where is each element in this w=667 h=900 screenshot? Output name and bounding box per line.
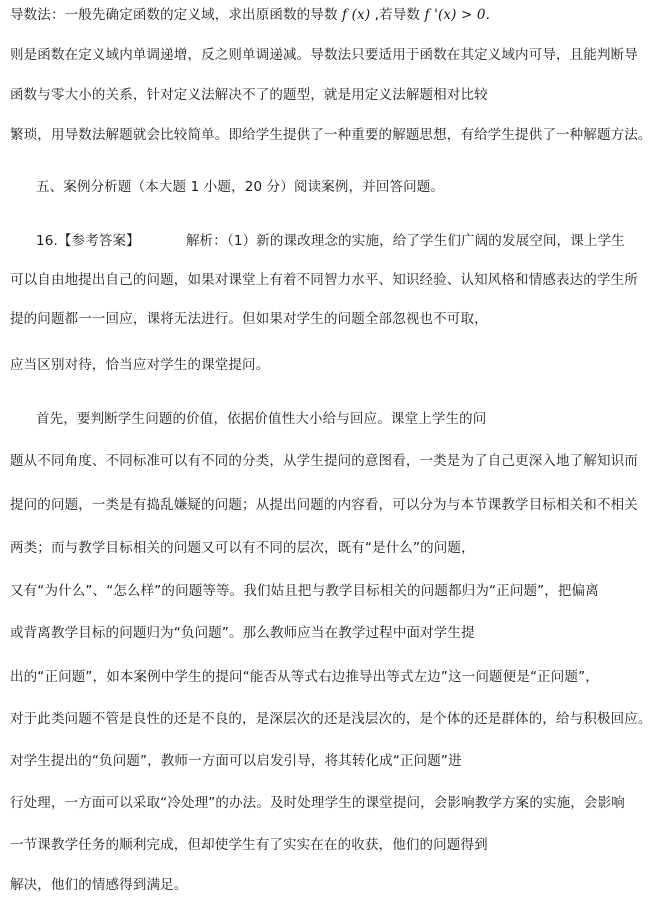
line-1-pre: 导数法：一般先确定函数的定义域，求出原函数的导数 — [10, 7, 343, 23]
answer-line — [36, 232, 625, 250]
answer-label: 16.【参考答案】 — [36, 233, 140, 249]
text-line-3: 函数与零大小的关系，针对定义法解决不了的题型，就是用定义法解题相对比较 — [10, 87, 488, 103]
math-fx: f (x) — [342, 7, 371, 23]
text-line-7: 可以自由地提出自己的问题，如果对课堂上有着不同智力水平、知识经验、认知风格和情感表达的学生所 — [10, 272, 638, 288]
line-1-mid: ,若导数 — [370, 7, 425, 23]
text-line-17: 对于此类问题不管是良性的还是不良的，是深层次的还是浅层次的，是个体的还是群体的，给与积极回应。 — [10, 711, 652, 727]
text-line-21: 解决，他们的情感得到满足。 — [10, 877, 188, 893]
text-line-18: 对学生提出的“负问题”，教师一方面可以启发引导，将其转化成“正问题”进 — [10, 753, 462, 769]
text-line-9: 应当区别对待，恰当应对学生的课堂提问。 — [10, 357, 270, 373]
text-line-11: 题从不同角度、不同标准可以有不同的分类，从学生提问的意图看，一类是为了自己更深入地了解知识而 — [10, 453, 638, 469]
answer-text: 解析：（1）新的课改理念的实施，给了学生们广阔的发展空间，课上学生 — [186, 233, 625, 249]
text-line-4: 繁琐，用导数法解题就会比较简单。即给学生提供了一种重要的解题思想，有给学生提供了一种解题方法。 — [10, 127, 652, 143]
paragraph-start: 首先，要判断学生问题的价值，依据价值性大小给与回应。课堂上学生的问 — [36, 411, 487, 427]
text-line-1 — [10, 6, 490, 24]
text-line-8: 提的问题都一一回应，课将无法进行。但如果对学生的问题全部忽视也不可取， — [10, 311, 488, 327]
text-line-14: 又有“为什么”、“怎么样”的问题等等。我们姑且把与教学目标相关的问题都归为“正问题”，把偏离 — [10, 583, 599, 599]
text-line-12: 提问的问题，一类是有捣乱嫌疑的问题；从提出问题的内容看，可以分为与本节课教学目标相关和不相关 — [10, 497, 638, 513]
math-fprime-gt-zero: f '(x) > 0. — [424, 7, 491, 23]
text-line-2: 则是函数在定义域内单调递增，反之则单调递减。导数法只要适用于函数在其定义域内可导，且能判断导 — [10, 47, 638, 63]
section-heading: 五、案例分析题（本大题 1 小题，20 分）阅读案例，并回答问题。 — [36, 179, 445, 195]
text-line-16: 出的“正问题”，如本案例中学生的提问“能否从等式右边推导出等式左边”这一问题便是“正问题”， — [10, 669, 599, 685]
text-line-20: 一节课教学任务的顺利完成，但却使学生有了实实在在的收获，他们的问题得到 — [10, 837, 488, 853]
text-line-19: 行处理，一方面可以采取“冷处理”的办法。及时处理学生的课堂提问，会影响教学方案的实施，会影响 — [10, 795, 625, 811]
text-line-15: 或背离教学目标的问题归为“负问题”。那么教师应当在教学过程中面对学生提 — [10, 625, 475, 641]
text-line-13: 两类；而与教学目标相关的问题又可以有不同的层次，既有“是什么”的问题， — [10, 540, 475, 556]
